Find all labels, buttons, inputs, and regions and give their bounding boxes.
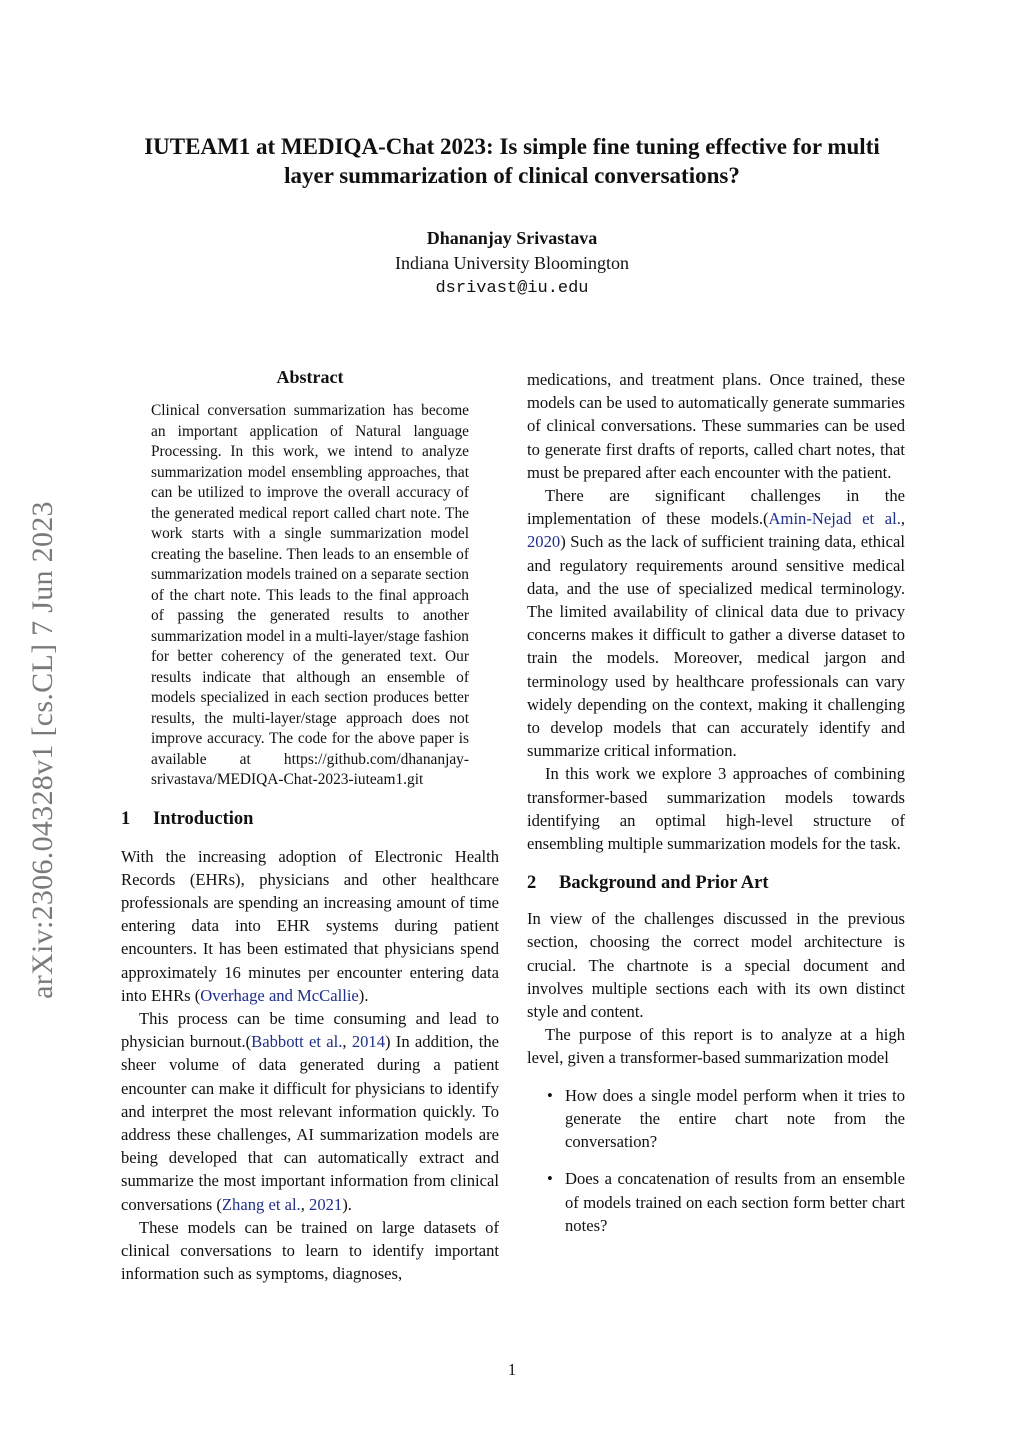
abstract-heading: Abstract <box>276 367 344 387</box>
background-paragraph-2: The purpose of this report is to analyze at a high level, given a transformer-based summarization model <box>527 1025 905 1068</box>
author-affiliation: Indiana University Bloomington <box>395 253 629 273</box>
left-column <box>121 365 499 1285</box>
intro-p2-text: This process can be time consuming and lead to physician burnout.( <box>121 1008 499 1052</box>
intro-paragraph-1 <box>121 845 499 1007</box>
section-1-number: 1 <box>121 808 131 829</box>
author-name: Dhananjay Srivastava <box>426 228 598 248</box>
list-item-text: Does a concatenation of results from an ensemble of models trained on each section form better chart notes? <box>565 1169 905 1235</box>
section-2-heading <box>527 871 905 895</box>
title-line-1: IUTEAM1 at MEDIQA-Chat 2023: Is simple fine tuning effective for multi <box>144 134 880 159</box>
intro-paragraph-2 <box>121 1007 499 1216</box>
intro-p2-sep: , <box>342 1032 352 1052</box>
intro-p2-text2: ) In addition, the sheer volume of data generated during a patient encounter can make it difficult for physicians to identify and interpret the most relevant information quickly. To address these challenges, AI summarization models are being developed that can automatically extract and summarize the most important information from clinical conversations ( <box>121 1032 499 1214</box>
intro-paragraph-3: These models can be trained on large datasets of clinical conversations to learn to identify important information such as symptoms, diagnoses, <box>121 1217 499 1284</box>
background-paragraph-1: In view of the challenges discussed in the previous section, choosing the correct model architecture is crucial. The chartnote is a special document and involves multiple sections each with its own distinct style and content. <box>527 909 905 1022</box>
right-p2-text2: ) Such as the lack of sufficient training data, ethical and regulatory requirements around sensitive medical data, and the use of specialized medical terminology. The limited availability of clinical data due to privacy concerns makes it difficult to gather a diverse dataset to train the models. Moreover, medical jargon and terminology used by healthcare professionals can vary widely depending on the context, making it challenging to develop models that can accurately identify and summarize critical information. <box>527 532 905 761</box>
intro-p2-end: ). <box>342 1194 352 1214</box>
citation-zhang[interactable]: Zhang et al. <box>221 1194 301 1214</box>
citation-amin-nejad[interactable]: Amin-Nejad et al. <box>768 509 901 529</box>
right-column <box>527 368 905 1237</box>
list-item <box>527 1084 905 1154</box>
page-number: 1 <box>507 1360 517 1379</box>
question-list <box>527 1084 905 1237</box>
intro-p2-sep2: , <box>300 1194 310 1214</box>
intro-p1-text: With the increasing adoption of Electronic Health Records (EHRs), physicians and other healthcare professionals are spending an increasing amount of time entering data into EHR systems during patient encounters. It has been estimated that physicians spend approximately 16 minutes per encounter entering data into EHRs ( <box>121 846 499 1005</box>
right-paragraph-2 <box>527 484 905 762</box>
citation-babbott[interactable]: Babbott et al. <box>251 1032 343 1052</box>
bullet-icon: • <box>547 1169 553 1189</box>
list-item <box>527 1167 905 1237</box>
citation-amin-nejad-year[interactable]: 2020 <box>527 532 561 552</box>
intro-p1-end: ). <box>358 985 369 1005</box>
abstract-text: Clinical conversation summarization has become an important application of Natural language Processing. In this work, we intend to analyze summarization model ensembling approaches, that can be utilized to improve the overall accuracy of the generated medical report called chart note. The work starts with a single summarization model creating the baseline. Then leads to an ensemble of summarization models trained on a separate section of the chart note. This leads to the final approach of passing the generated results to another summarization model in a multi-layer/stage fashion for better coherency of the generated text. Our results indicate that although an ensemble of models specialized in each section produces better results, the multi-layer/stage approach does not improve accuracy. The code for the above paper is available at https://github.com/dhananjay-srivastava/MEDIQA-Chat-2023-iuteam1.git <box>151 402 469 788</box>
right-p2-text: There are significant challenges in the implementation of these models.( <box>527 486 905 529</box>
arxiv-stamp-container <box>8 450 78 1050</box>
citation-zhang-year[interactable]: 2021 <box>309 1194 343 1214</box>
author-block <box>200 225 824 301</box>
right-p2-sep: , <box>900 509 905 529</box>
bullet-icon: • <box>547 1085 553 1105</box>
citation-overhage[interactable]: Overhage and McCallie <box>200 985 359 1005</box>
right-paragraph-3: In this work we explore 3 approaches of combining transformer-based summarization models towards identifying an optimal high-level structure of ensembling multiple summarization models for the task. <box>527 764 905 854</box>
arxiv-stamp: arXiv:2306.04328v1 [cs.CL] 7 Jun 2023 <box>26 501 60 999</box>
section-2-title: Background and Prior Art <box>559 873 769 894</box>
section-1-heading <box>121 807 499 831</box>
paper-title <box>110 132 914 190</box>
author-email: dsrivast@iu.edu <box>435 279 589 298</box>
title-line-2: layer summarization of clinical conversations? <box>284 163 740 188</box>
citation-babbott-year[interactable]: 2014 <box>351 1032 385 1052</box>
section-1-title: Introduction <box>153 808 254 829</box>
right-paragraph-1: medications, and treatment plans. Once trained, these models can be used to automatically generate summaries of clinical conversations. These summaries can be used to generate first drafts of reports, called chart notes, that must be prepared after each encounter with the patient. <box>527 370 905 482</box>
section-2-number: 2 <box>527 873 537 894</box>
list-item-text: How does a single model perform when it tries to generate the entire chart note from the conversation? <box>565 1085 905 1152</box>
